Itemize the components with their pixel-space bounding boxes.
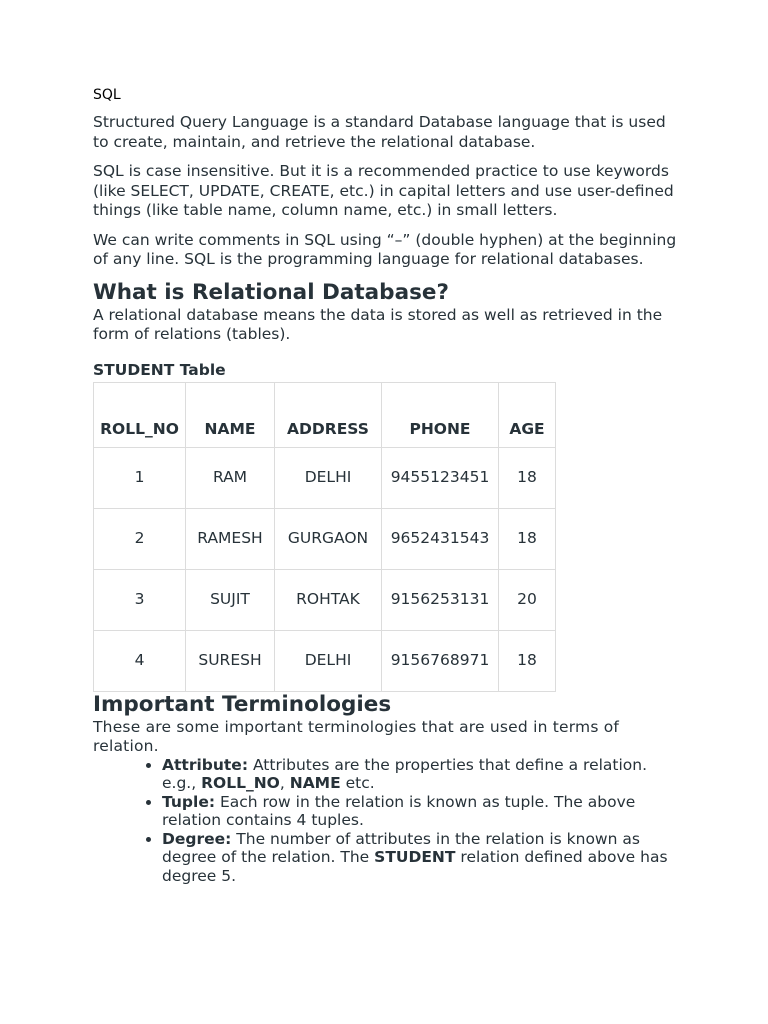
term-text: relation defined above has degree 5. <box>162 848 668 885</box>
list-item <box>162 793 683 830</box>
term-tuple: Tuple: <box>162 792 216 811</box>
cell-roll-no: 2 <box>94 508 186 569</box>
cell-name: RAM <box>186 447 275 508</box>
term-text: The number of attributes in the relation is known as degree of the relation. The <box>162 829 640 866</box>
document-page <box>93 86 683 885</box>
heading-important-terminologies: Important Terminologies <box>93 691 392 717</box>
table-row <box>94 447 556 508</box>
table-row <box>94 508 556 569</box>
cell-roll-no: 4 <box>94 630 186 691</box>
paragraph-sql-definition: Structured Query Language is a standard Database language that is used to create, maintain, and retrieve the relational database. <box>93 113 666 151</box>
list-item <box>162 756 683 793</box>
cell-age: 20 <box>499 569 556 630</box>
list-item <box>162 830 683 886</box>
cell-address: DELHI <box>275 447 382 508</box>
cell-name: SUJIT <box>186 569 275 630</box>
paragraph-terminologies-intro: These are some important terminologies that are used in terms of relation. <box>93 717 620 755</box>
cell-phone: 9652431543 <box>382 508 499 569</box>
table-header-row <box>94 382 556 447</box>
cell-name: RAMESH <box>186 508 275 569</box>
term-separator: , <box>279 774 290 792</box>
term-bold: ROLL_NO <box>201 774 280 792</box>
term-attribute: Attribute: <box>162 755 249 774</box>
table-row <box>94 569 556 630</box>
paragraph-case-insensitive: SQL is case insensitive. But it is a recommended practice to use keywords (like SELECT, UPDATE, CREATE, etc.) in capital letters and use user-defined things (like table name, column name, etc.) in small letters. <box>93 162 674 219</box>
term-text: Attributes are the properties that define a relation. e.g., <box>162 755 648 792</box>
cell-age: 18 <box>499 447 556 508</box>
cell-address: GURGAON <box>275 508 382 569</box>
column-header-phone: PHONE <box>382 382 499 447</box>
paragraph-comments: We can write comments in SQL using “–” (double hyphen) at the beginning of any line. SQL is the programming language for relational databases. <box>93 230 677 268</box>
cell-address: ROHTAK <box>275 569 382 630</box>
terminology-list <box>93 756 683 886</box>
term-bold: STUDENT <box>374 848 456 866</box>
cell-name: SURESH <box>186 630 275 691</box>
cell-roll-no: 3 <box>94 569 186 630</box>
column-header-name: NAME <box>186 382 275 447</box>
cell-age: 18 <box>499 630 556 691</box>
term-text: Each row in the relation is known as tuple. The above relation contains 4 tuples. <box>162 792 636 829</box>
cell-age: 18 <box>499 508 556 569</box>
cell-address: DELHI <box>275 630 382 691</box>
term-degree: Degree: <box>162 829 232 848</box>
cell-phone: 9455123451 <box>382 447 499 508</box>
cell-phone: 9156768971 <box>382 630 499 691</box>
student-table-title: STUDENT Table <box>93 360 226 379</box>
document-label: SQL <box>93 87 121 103</box>
paragraph-relational-database: A relational database means the data is stored as well as retrieved in the form of relations (tables). <box>93 305 663 343</box>
cell-phone: 9156253131 <box>382 569 499 630</box>
table-row <box>94 630 556 691</box>
term-bold: NAME <box>289 774 341 792</box>
student-table <box>93 382 556 692</box>
column-header-roll-no: ROLL_NO <box>94 382 186 447</box>
cell-roll-no: 1 <box>94 447 186 508</box>
column-header-address: ADDRESS <box>275 382 382 447</box>
heading-relational-database: What is Relational Database? <box>93 279 449 305</box>
term-text: etc. <box>340 774 375 792</box>
column-header-age: AGE <box>499 382 556 447</box>
